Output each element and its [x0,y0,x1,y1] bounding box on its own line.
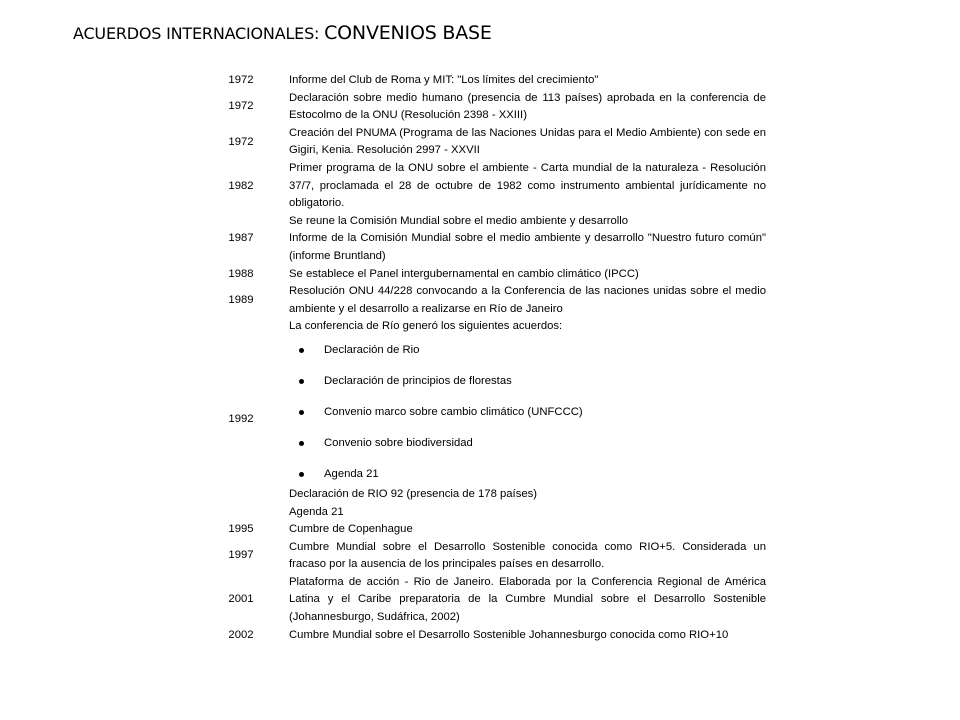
description-cell [289,318,769,521]
description-cell: Primer programa de la ONU sobre el ambiente - Carta mundial de la naturaleza - Resolución 37/7, proclamada el 28 de octubre de 1982 como instrumento ambiental jurídicamente no obligatorio. [289,161,766,210]
title-prefix: ACUERDOS INTERNACIONALES: [73,24,325,43]
description-line: Se reune la Comisión Mundial sobre el medio ambiente y desarrollo [289,214,629,227]
bullet-icon [299,472,304,477]
description-cell: Resolución ONU 44/228 convocando a la Conferencia de las naciones unidas sobre el medio ambiente y el desarrollo a realizarse en Río de Janeiro [289,285,766,315]
rio-agreements-list [289,342,766,486]
list-item [289,373,766,404]
description-cell: Se establece el Panel intergubernamental en cambio climático (IPCC) [289,267,639,280]
rio-intro: La conferencia de Río generó los siguientes acuerdos: [289,320,563,333]
year-cell: 2001 [228,593,254,606]
title-main: CONVENIOS BASE [324,22,492,44]
description-cell: Plataforma de acción - Rio de Janeiro. Elaborada por la Conferencia Regional de América Latina y el Caribe preparatoria de la Cumbre Mundial sobre el Desarrollo Sostenible (Johannesburgo, Sudáfrica, 2002) [289,575,766,624]
description-cell: Creación del PNUMA (Programa de las Naciones Unidas para el Medio Ambiente) con sede en Gigiri, Kenia. Resolución 2997 - XXVII [289,126,766,157]
list-item [289,342,766,373]
list-item-label: Agenda 21 [324,467,379,480]
description-cell: Declaración sobre medio humano (presencia de 113 países) aprobada en la conferencia de Estocolmo de la ONU (Resolución 2398 - XXIII) [289,91,766,122]
year-cell: 1987 [228,232,254,245]
year-cell: 1988 [228,267,254,280]
year-cell: 1972 [228,135,254,148]
table-row [193,160,769,213]
year-cell: 1972 [228,74,254,86]
table-row [193,283,769,318]
list-item-label: Convenio marco sobre cambio climático (UNFCCC) [324,405,583,418]
description-line: Informe de la Comisión Mundial sobre el medio ambiente y desarrollo "Nuestro futuro común" (informe Bruntland) [289,232,766,262]
agreements-table [193,72,769,644]
year-cell: 2002 [228,628,254,641]
year-cell: 1995 [228,523,254,536]
table-row [193,266,769,284]
table-row [193,539,769,574]
page-title [73,22,492,44]
table-row [193,318,769,521]
table-row [193,125,769,160]
bullet-icon [299,410,304,415]
table-row [193,521,769,539]
table-row [193,574,769,627]
year-cell: 1972 [228,100,254,113]
description-cell: Cumbre Mundial sobre el Desarrollo Sostenible conocida como RIO+5. Considerada un fracaso por la ausencia de los principales países en desarrollo. [289,540,766,571]
year-cell: 1989 [228,293,254,306]
list-item [289,404,766,435]
description-cell: Cumbre Mundial sobre el Desarrollo Sostenible Johannesburgo conocida como RIO+10 [289,628,729,641]
description-cell [289,213,769,266]
table-row [193,90,769,125]
table-row [193,213,769,266]
description-cell: Cumbre de Copenhague [289,523,413,536]
year-cell: 1997 [228,549,254,562]
list-item [289,466,766,486]
list-item-label: Declaración de principios de florestas [324,374,512,387]
list-item-label: Convenio sobre biodiversidad [324,436,473,449]
bullet-icon [299,348,304,353]
bullet-icon [299,441,304,446]
bullet-icon [299,379,304,384]
description-cell: Informe del Club de Roma y MIT: "Los límites del crecimiento" [289,74,599,86]
table-row [193,72,769,90]
list-item-label: Declaración de Rio [324,343,420,356]
table-row [193,627,769,645]
description-line: Agenda 21 [289,505,344,518]
list-item [289,435,766,466]
description-line: Declaración de RIO 92 (presencia de 178 países) [289,487,538,500]
year-cell: 1992 [228,412,254,425]
year-cell: 1982 [228,179,254,192]
